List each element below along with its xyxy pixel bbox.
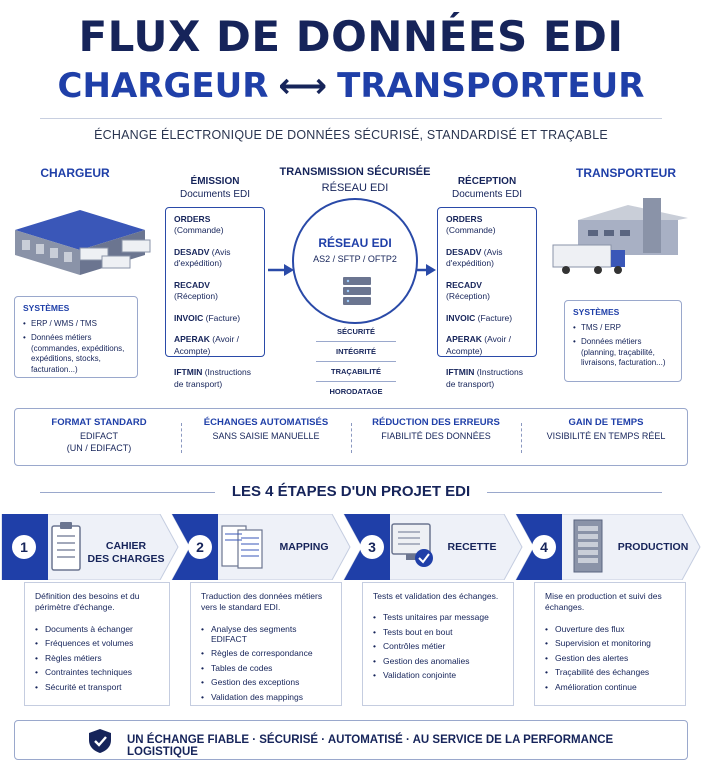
tagline: ÉCHANGE ÉLECTRONIQUE DE DONNÉES SÉCURISÉ, STANDARDISÉ ET TRAÇABLE	[94, 128, 608, 142]
transmission-subheading: RÉSEAU EDI	[321, 182, 389, 194]
benefit-divider	[351, 423, 352, 453]
list-item: • Tests bout en bout	[373, 627, 503, 637]
step-1-intro: Définition des besoins et du périmètre d'échange.	[35, 591, 140, 613]
list-item: • Ouverture des flux	[545, 624, 675, 634]
footer-banner	[14, 720, 688, 760]
arrow-right-icon	[268, 263, 294, 277]
systems-right-item: • TMS / ERP	[573, 323, 673, 333]
list-item: • Gestion des alertes	[545, 653, 675, 663]
title-left: CHARGEUR	[57, 66, 269, 106]
list-item: • Contrôles métier	[373, 641, 503, 651]
transport-terminal-illustration	[548, 190, 693, 290]
step-2-number: 2	[188, 535, 212, 559]
network-title: RÉSEAU EDI	[318, 236, 392, 250]
feature-securite: SÉCURITÉ	[316, 322, 396, 342]
emission-subheading: Documents EDI	[179, 189, 251, 200]
reception-heading: RÉCEPTION	[457, 176, 517, 187]
footer-text: UN ÉCHANGE FIABLE · SÉCURISÉ · AUTOMATISÉ · AU SERVICE DE LA PERFORMANCE LOGISTIQUE	[127, 734, 614, 758]
list-item: • Validation conjointe	[373, 670, 503, 680]
step-2-intro: Traduction des données métiers vers le standard EDI.	[201, 591, 323, 613]
benefit-errors: RÉDUCTION DES ERREURS FIABILITÉ DES DONNÉES	[372, 417, 500, 441]
network-features	[316, 322, 396, 401]
step-1-number: 1	[12, 535, 36, 559]
step-3-details	[362, 582, 514, 706]
systems-left-title: SYSTÈMES	[23, 303, 70, 313]
warehouse-illustration	[10, 190, 160, 280]
step-2-label: MAPPING	[279, 541, 329, 553]
feature-horodatage: HORODATAGE	[329, 387, 383, 396]
systems-left-box	[14, 296, 138, 378]
reception-doc-iftmin: IFTMIN (Instructions de transport)	[446, 367, 523, 389]
title-right: TRANSPORTEUR	[337, 66, 645, 106]
header-divider	[40, 118, 662, 119]
transmission-heading: TRANSMISSION SÉCURISÉE	[279, 166, 431, 178]
step-3-label: RECETTE	[447, 541, 497, 553]
benefit-divider	[521, 423, 522, 453]
emission-doc-invoic: INVOIC (Facture)	[174, 312, 241, 323]
clipboard-icon	[50, 520, 82, 572]
step-4-label: PRODUCTION	[617, 541, 689, 553]
shield-check-icon	[87, 728, 113, 754]
steps-title: LES 4 ÉTAPES D'UN PROJET EDI	[231, 483, 471, 500]
list-item: • Traçabilité des échanges	[545, 667, 675, 677]
steps-heading-row	[0, 483, 702, 503]
step-2-details	[190, 582, 342, 706]
systems-left-item: • Données métiers (commandes, expéditions, expéditions, stocks, facturation...)	[23, 333, 129, 375]
list-item: • Gestion des anomalies	[373, 656, 503, 666]
edi-network-node	[292, 198, 418, 324]
emission-docs-box	[165, 207, 265, 389]
list-item: • Gestion des exceptions	[201, 677, 331, 687]
emission-doc-aperak: APERAK (Avoir / Acompte)	[174, 334, 240, 356]
benefit-time: GAIN DE TEMPS VISIBILITÉ EN TEMPS RÉEL	[546, 417, 666, 441]
step-1-label: CAHIER DES CHARGES	[87, 540, 165, 566]
server-icon	[340, 274, 374, 308]
benefit-automation: ÉCHANGES AUTOMATISÉS SANS SAISIE MANUELLE	[203, 417, 329, 441]
step-3-intro: Tests et validation des échanges.	[373, 591, 499, 601]
emission-heading: ÉMISSION	[190, 176, 240, 187]
mapping-documents-icon	[220, 522, 266, 570]
step-1-details	[24, 582, 170, 706]
emission-doc-desadv: DESADV (Avis d'expédition)	[174, 246, 231, 269]
systems-right-item: • Données métiers (planning, traçabilité, livraisons, facturation...)	[573, 337, 673, 368]
subtitle-flow	[0, 66, 702, 106]
emission-doc-recadv: RECADV (Réception)	[174, 279, 218, 302]
systems-right-title: SYSTÈMES	[573, 307, 620, 317]
divider-line	[487, 492, 662, 493]
step-4-number: 4	[532, 535, 556, 559]
step-4-details	[534, 582, 686, 706]
network-protocols: AS2 / SFTP / OFTP2	[313, 254, 397, 264]
reception-doc-desadv: DESADV (Avis d'expédition)	[446, 246, 503, 269]
emission-doc-iftmin: IFTMIN (Instructions de transport)	[174, 367, 251, 389]
transporteur-heading: TRANSPORTEUR	[575, 166, 676, 180]
reception-subheading: Documents EDI	[451, 189, 523, 200]
reception-doc-invoic: INVOIC (Facture)	[446, 312, 513, 323]
list-item: • Tables de codes	[201, 663, 331, 673]
list-item: • Amélioration continue	[545, 682, 675, 692]
feature-integrite: INTÉGRITÉ	[316, 342, 396, 362]
reception-doc-orders: ORDERS (Commande)	[446, 214, 496, 236]
reception-doc-recadv: RECADV (Réception)	[446, 279, 490, 302]
bidirectional-arrow-icon: ⟷	[278, 66, 328, 106]
benefit-divider	[181, 423, 182, 453]
systems-right-box	[564, 300, 682, 382]
main-title: FLUX DE DONNÉES EDI	[78, 12, 624, 61]
list-item: • Règles de correspondance	[201, 648, 331, 658]
emission-doc-orders: ORDERS (Commande)	[174, 214, 224, 236]
list-item: • Contraintes techniques	[35, 667, 159, 677]
systems-left-item: • ERP / WMS / TMS	[23, 319, 129, 329]
list-item: • Fréquences et volumes	[35, 638, 159, 648]
benefit-format: FORMAT STANDARD EDIFACT (UN / EDIFACT)	[51, 417, 147, 453]
list-item: • Tests unitaires par message	[373, 612, 503, 622]
list-item: • Documents à échanger	[35, 624, 159, 634]
list-item: • Règles métiers	[35, 653, 159, 663]
benefits-bar	[14, 408, 688, 466]
step-3-number: 3	[360, 535, 384, 559]
reception-doc-aperak: APERAK (Avoir / Acompte)	[446, 334, 512, 356]
list-item: • Analyse des segments EDIFACT	[201, 624, 331, 644]
list-item: • Sécurité et transport	[35, 682, 159, 692]
server-rack-icon	[568, 518, 608, 574]
reception-docs-box	[437, 207, 537, 389]
list-item: • Validation des mappings	[201, 692, 331, 702]
feature-tracabilite: TRAÇABILITÉ	[316, 362, 396, 382]
chargeur-heading: CHARGEUR	[40, 166, 110, 180]
step-4-intro: Mise en production et suivi des échanges.	[545, 591, 662, 613]
monitor-checkmark-icon	[390, 520, 434, 572]
list-item: • Supervision et monitoring	[545, 638, 675, 648]
